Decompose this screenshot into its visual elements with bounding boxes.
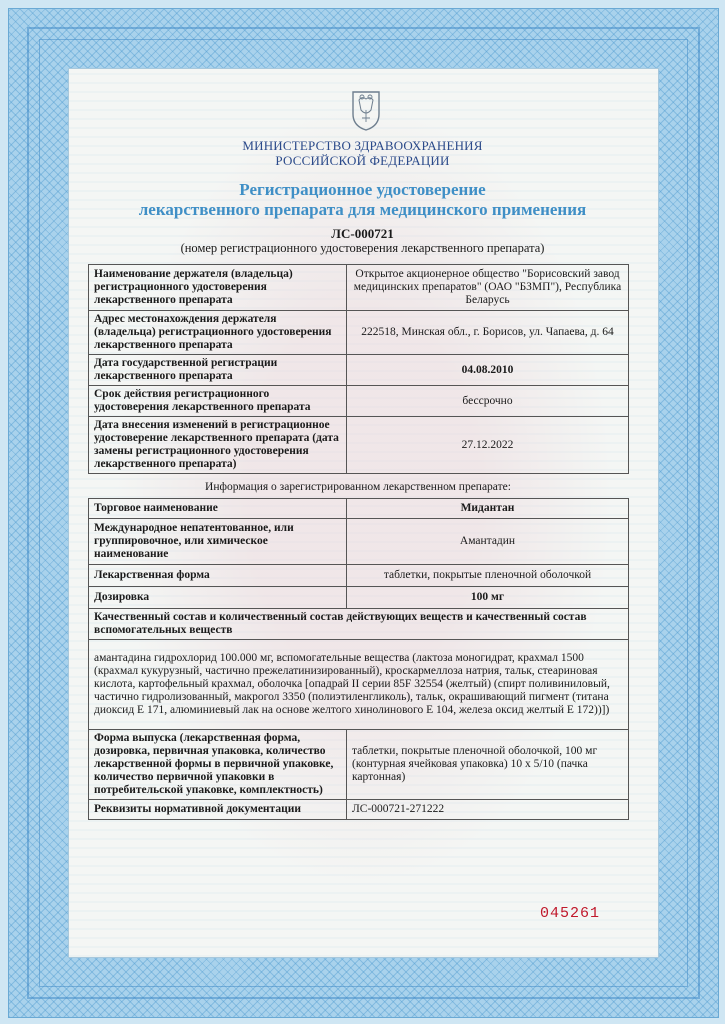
table-row xyxy=(89,265,629,311)
form-serial-number: 045261 xyxy=(540,905,601,922)
trade-name-value: Мидантан xyxy=(347,499,629,519)
table-row xyxy=(89,417,629,474)
table-row xyxy=(89,800,629,820)
table-row xyxy=(89,499,629,519)
product-table xyxy=(88,498,629,820)
trade-name-label: Торговое наименование xyxy=(89,499,347,519)
document-title-line-2: лекарственного препарата для медицинского применения xyxy=(138,200,587,219)
table-row xyxy=(89,640,629,730)
table-row xyxy=(89,565,629,587)
document-title xyxy=(68,180,657,220)
dosage-value: 100 мг xyxy=(347,587,629,609)
product-info-caption: Информация о зарегистрированном лекарственном препарате: xyxy=(205,481,511,493)
validity-period-label: Срок действия регистрационного удостоверения лекарственного препарата xyxy=(89,386,347,417)
amendment-date-value: 27.12.2022 xyxy=(347,417,629,474)
amendment-date-label: Дата внесения изменений в регистрационное удостоверение лекарственного препарата (дата замены регистрационного удостоверения лекарственного препарата) xyxy=(89,417,347,474)
dosage-form-value: таблетки, покрытые пленочной оболочкой xyxy=(347,565,629,587)
inn-value: Амантадин xyxy=(347,519,629,565)
normative-docs-label: Реквизиты нормативной документации xyxy=(89,800,347,820)
table-row xyxy=(89,311,629,355)
table-row xyxy=(89,587,629,609)
table-row xyxy=(89,519,629,565)
normative-docs-value: ЛС-000721-271222 xyxy=(347,800,629,820)
dosage-form-label: Лекарственная форма xyxy=(89,565,347,587)
ministry-line-2: РОССИЙСКОЙ ФЕДЕРАЦИИ xyxy=(275,153,450,168)
release-form-value: таблетки, покрытые пленочной оболочкой, 100 мг (контурная ячейковая упаковка) 10 x 5/10 (пачка картонная) xyxy=(347,730,629,800)
registration-number-caption: (номер регистрационного удостоверения лекарственного препарата) xyxy=(180,241,545,255)
validity-period-value: бессрочно xyxy=(347,386,629,417)
ministry-name xyxy=(68,138,657,168)
registration-date-value: 04.08.2010 xyxy=(347,355,629,386)
holder-address-label: Адрес местонахождения держателя (владельца) регистрационного удостоверения лекарственного препарата xyxy=(89,311,347,355)
composition-label: Качественный состав и количественный состав действующих веществ и качественный состав вспомогательных веществ xyxy=(89,609,629,640)
holder-name-label: Наименование держателя (владельца) регистрационного удостоверения лекарственного препарата xyxy=(89,265,347,311)
registration-number: ЛС-000721 xyxy=(331,226,394,241)
holder-table xyxy=(88,264,629,474)
table-row xyxy=(89,730,629,800)
release-form-label: Форма выпуска (лекарственная форма, дозировка, первичная упаковка, количество лекарственной формы в первичной упаковке, количество первичной упаковки в потребительской упаковке, комплектность) xyxy=(89,730,347,800)
inn-label: Международное непатентованное, или группировочное, или химическое наименование xyxy=(89,519,347,565)
ministry-line-1: МИНИСТЕРСТВО ЗДРАВООХРАНЕНИЯ xyxy=(242,138,483,153)
table-row xyxy=(89,355,629,386)
table-row xyxy=(89,609,629,640)
holder-address-value: 222518, Минская обл., г. Борисов, ул. Чапаева, д. 64 xyxy=(347,311,629,355)
dosage-label: Дозировка xyxy=(89,587,347,609)
holder-name-value: Открытое акционерное общество "Борисовский завод медицинских препаратов" (ОАО "БЗМП"), Республика Беларусь xyxy=(347,265,629,311)
coat-of-arms-emblem-icon xyxy=(350,88,382,132)
table-row xyxy=(89,386,629,417)
document-title-line-1: Регистрационное удостоверение xyxy=(239,180,486,199)
registration-date-label: Дата государственной регистрации лекарственного препарата xyxy=(89,355,347,386)
composition-text: амантадина гидрохлорид 100.000 мг, вспомогательные вещества (лактоза моногидрат, крахмал 1500 (крахмал кукурузный, частично прежелатинизированный), кроскармеллоза натрия, тальк, стеариновая кислота, картофельный крахмал, оболочка [опадрай II серии 85F 32554 (желтый) (спирт поливиниловый, частично гидролизованный, макрогол 3350 (полиэтиленгликоль), тальк, окрашивающий пигмент (титана диоксид Е 171, алюминиевый лак на основе желтого хинолинового Е 104, железа оксид желтый Е 172))]) xyxy=(89,640,629,730)
